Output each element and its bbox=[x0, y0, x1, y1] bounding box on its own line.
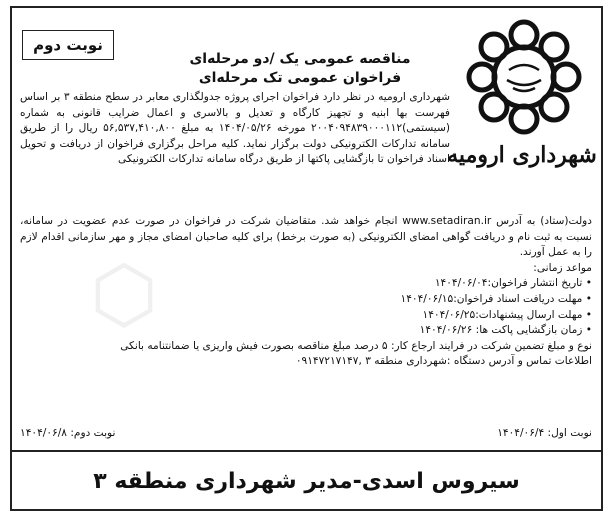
first-round-date: نوبت اول: ۱۴۰۴/۰۶/۴ bbox=[497, 427, 592, 439]
municipality-logo-icon bbox=[465, 18, 583, 136]
date-item-proposals: • مهلت ارسال پیشنهادات:۱۴۰۴/۰۶/۲۵ bbox=[20, 308, 592, 324]
date-item-documents: • مهلت دریافت اسناد فراخوان:۱۴۰۴/۰۶/۱۵ bbox=[20, 292, 592, 308]
notice-body bbox=[20, 214, 592, 370]
second-round-date: نوبت دوم: ۱۴۰۴/۰۶/۸ bbox=[20, 427, 116, 439]
org-name: شهرداری ارومیه bbox=[447, 142, 597, 168]
notice-titles bbox=[160, 50, 440, 88]
guarantee-text: نوع و مبلغ تضمین شرکت در فرایند ارجاع کار: ۵ درصد مبلغ مناقصه بصورت فیش واریزی یا ضمانتنامه بانکی bbox=[120, 339, 592, 352]
signature-line: سیروس اسدی-مدیر شهرداری منطقه ۳ bbox=[10, 450, 603, 511]
logo-block bbox=[437, 10, 607, 200]
date-item-opening: • زمان بازگشایی پاکت ها: ۱۴۰۴/۰۶/۲۶ bbox=[20, 323, 592, 339]
rounds-row bbox=[20, 426, 592, 442]
date-item-publish: • تاریخ انتشار فراخوان:۱۴۰۴/۰۶/۰۴ bbox=[20, 276, 592, 292]
dates-label: مواعد زمانی: bbox=[533, 261, 592, 274]
title-line-2: فراخوان عمومی تک مرحله‌ای bbox=[198, 70, 402, 86]
notice-paragraph-top: شهرداری ارومیه در نظر دارد فراخوان اجرای پروژه جدولگذاری معابر در سطح منطقه ۳ بر اساس فهرست بها ابنیه و تجهیز کارگاه و تعدیل و بالاسری و اعمال ضرایب قانونی به شماره (سیستمی)۲۰۰۴۰۹۴۸۳۹۰۰۰۱۱۲ مورخه ۱۴۰۴/۰۵/۲۶ به مبلغ ۵۶,۵۳۷,۴۱۰,۸۰۰ ریال را از طریق سامانه تدارکات الکترونیکی دولت برگزار نماید. کلیه مراحل برگزاری فراخوان از دریافت و تحویل اسناد فراخوان تا بازگشایی پاکتها از طریق درگاه سامانه تدارکات الکترونیکی bbox=[20, 91, 451, 166]
title-line-1: مناقصه عمومی یک /دو مرحله‌ای bbox=[189, 51, 411, 67]
round-badge: نوبت دوم bbox=[22, 30, 114, 60]
dates-list bbox=[20, 276, 592, 338]
notice-paragraph-full: دولت(ستاد) به آدرس www.setadiran.ir انجام خواهد شد. متقاضیان شرکت در فراخوان در صورت عدم عضویت در سامانه، نسبت به ثبت نام و دریافت گواهی امضای الکترونیکی (به صورت برخط) برای کلیه صاحبان امضای مجاز و مهر سازمانی اقدام لازم را به عمل آورند. bbox=[20, 215, 593, 259]
contact-text: اطلاعات تماس و آدرس دستگاه :شهرداری منطقه ۳ ,۰۹۱۴۷۲۱۷۱۴۷ bbox=[295, 355, 592, 368]
